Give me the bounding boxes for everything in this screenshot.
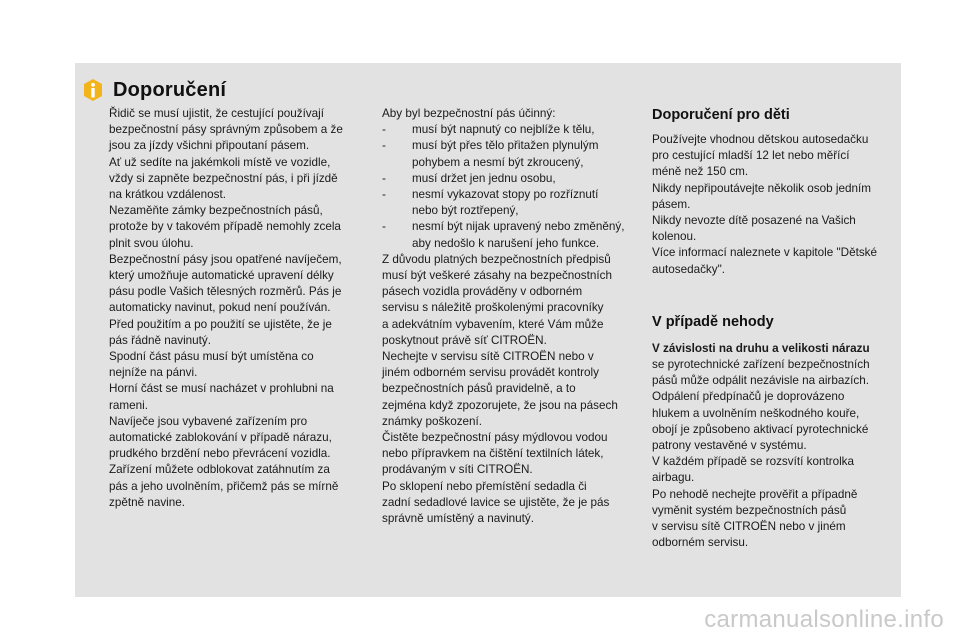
accident-bold-line: V závislosti na druhu a velikosti nárazu [652, 341, 870, 355]
list-item-line: musí být napnutý co nejblíže k tělu, [412, 123, 595, 137]
text-line: nejníže na pánvi. [109, 366, 198, 380]
text-line: Po sklopení nebo přemístění sedadla či [382, 479, 587, 493]
watermark: carmanualsonline.info [704, 606, 944, 633]
list-item [382, 171, 634, 187]
belt-intro: Aby byl bezpečnostní pás účinný: [382, 107, 556, 120]
text-line: bezpečnostní pásy správným způsobem a že [109, 123, 343, 137]
text-line: na krátkou vzdálenost. [109, 188, 226, 202]
column-general-advice [109, 106, 359, 511]
text-line: se pyrotechnické zařízení bezpečnostních [652, 358, 870, 372]
column-belt-effectiveness [382, 106, 634, 527]
content-panel [75, 63, 901, 597]
dash-bullet: - [382, 220, 386, 234]
text-line: hlukem a uvolněním neškodného kouře, [652, 406, 860, 420]
text-line: prudkého brzdění nebo převrácení vozidla. [109, 447, 331, 461]
belt-service-text [382, 252, 634, 527]
text-line: prodávaným v síti CITROËN. [382, 463, 533, 477]
text-line: Nikdy nepřipoutávejte několik osob jedním [652, 181, 871, 195]
text-line: jsou za jízdy všichni připoutaní pásem. [109, 139, 310, 153]
text-line: pásů může odpálit nezávisle na airbazích. [652, 374, 869, 388]
text-line: vždy si zapněte bezpečnostní pás, i při jízdě [109, 171, 338, 185]
text-line: Před použitím a po použití se ujistěte, že je [109, 317, 332, 331]
section-title-accident: V případě nehody [652, 313, 774, 330]
text-line: Čistěte bezpečnostní pásy mýdlovou vodou [382, 431, 608, 445]
text-line: zejména když zpozorujete, že jsou na pásech [382, 398, 618, 412]
text-line: automaticky navinut, pokud není používán. [109, 301, 331, 315]
text-line: kolenou. [652, 230, 697, 244]
text-line: Horní část se musí nacházet v prohlubni na [109, 382, 334, 396]
text-line: patrony vestavěné v systému. [652, 439, 807, 453]
text-line: který umožňuje automatické upravení délky [109, 269, 334, 283]
text-line: Zařízení můžete odblokovat zatáhnutím za [109, 463, 330, 477]
text-line: protože by v takovém případě nemohly zcela [109, 220, 341, 234]
list-item-line: nebo být roztřepený, [412, 204, 519, 218]
text-line: rameni. [109, 398, 148, 412]
section-title-children: Doporučení pro děti [652, 107, 790, 123]
children-text [652, 132, 896, 278]
section-header [83, 77, 226, 103]
text-line: Spodní část pásu musí být umístěna co [109, 350, 314, 364]
text-line: odborném servisu. [652, 536, 749, 550]
text-line: pás řádně navinutý. [109, 333, 212, 347]
text-line: pásu podle Vašich tělesných rozměrů. Pás je [109, 285, 342, 299]
dash-bullet: - [382, 188, 386, 202]
column-children-accident [652, 106, 896, 551]
accident-lines [652, 357, 896, 551]
text-line: pro cestující mladší 12 let nebo měřící [652, 149, 850, 163]
accident-text [652, 341, 896, 552]
text-line: Nezaměňte zámky bezpečnostních pásů, [109, 204, 323, 218]
text-line: Používejte vhodnou dětskou autosedačku [652, 133, 869, 146]
list-item-line: musí být přes tělo přitažen plynulým [412, 139, 599, 153]
list-item-line: nesmí vykazovat stopy po rozříznutí [412, 188, 599, 202]
text-line: pásem. [652, 197, 691, 211]
text-line: pásech vozidla prováděny v odborném [382, 285, 583, 299]
text-line: a adekvátním vybavením, které Vám může [382, 317, 604, 331]
text-line: plnit svou úlohu. [109, 236, 194, 250]
info-icon [83, 78, 103, 102]
text-line: vyměnit systém bezpečnostních pásů [652, 503, 847, 517]
text-line: automatické zablokování v případě nárazu, [109, 431, 332, 445]
text-line: jiném odborném servisu provádět kontroly [382, 366, 599, 380]
text-line: Více informací naleznete v kapitole "Dětské [652, 246, 878, 260]
dash-bullet: - [382, 139, 386, 153]
text-line: správně umístěný a navinutý. [382, 512, 535, 526]
text-line: Z důvodu platných bezpečnostních předpisů [382, 252, 611, 266]
text-line: obojí je způsobeno aktivací pyrotechnické [652, 422, 869, 436]
dash-bullet: - [382, 123, 386, 137]
text-line: bezpečnostních pásů pravidelně, a to [382, 382, 576, 396]
text-line: v servisu sítě CITROËN nebo v jiném [652, 520, 846, 534]
list-item-line: aby nedošlo k narušení jeho funkce. [412, 236, 600, 250]
text-line: airbagu. [652, 471, 695, 485]
text-line: zpětně navine. [109, 495, 186, 509]
list-item [382, 219, 634, 251]
text-line: autosedačky". [652, 262, 726, 276]
text-line: Ať už sedíte na jakémkoli místě ve vozidle, [109, 155, 331, 169]
text-line: Navíječe jsou vybavené zařízením pro [109, 414, 308, 428]
belt-requirements-list [382, 122, 634, 252]
text-line: Nikdy nevozte dítě posazené na Vašich [652, 214, 856, 228]
list-item-line: pohybem a nesmí být zkroucený, [412, 155, 584, 169]
list-item [382, 187, 634, 219]
text-line: méně než 150 cm. [652, 165, 749, 179]
text-line: Řidič se musí ujistit, že cestující používají [109, 107, 324, 120]
text-line: známky poškození. [382, 414, 483, 428]
page-title: Doporučení [113, 78, 227, 101]
text-line: poskytnout právě síť CITROËN. [382, 333, 547, 347]
list-item [382, 138, 634, 170]
text-line: Bezpečnostní pásy jsou opatřené navíječem, [109, 252, 342, 266]
dash-bullet: - [382, 171, 386, 185]
text-line: Nechejte v servisu sítě CITROËN nebo v [382, 350, 594, 364]
list-item [382, 122, 634, 138]
text-line: musí být veškeré zásahy na bezpečnostních [382, 269, 612, 283]
text-line: servisu s náležitě proškolenými pracovníky [382, 301, 604, 315]
text-line: V každém případě se rozsvítí kontrolka [652, 455, 855, 469]
list-item-line: nesmí být nijak upravený nebo změněný, [412, 220, 625, 234]
text-line: nebo přípravkem na čištění textilních látek, [382, 447, 604, 461]
text-line: pás a jeho uvolněním, přičemž pás se mírně [109, 479, 339, 493]
list-item-line: musí držet jen jednu osobu, [412, 171, 556, 185]
text-line: zadní sedadlové lavice se ujistěte, že je pás [382, 495, 610, 509]
text-line: Po nehodě nechejte prověřit a případně [652, 487, 858, 501]
text-line: Odpálení předpínačů je doprovázeno [652, 390, 845, 404]
